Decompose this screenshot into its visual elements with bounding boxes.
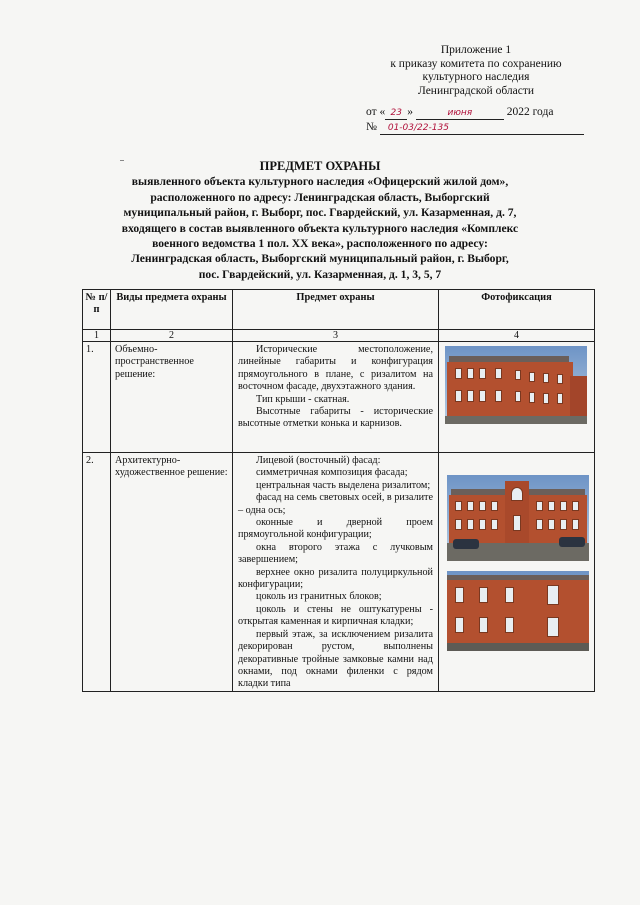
text-item: Высотные габариты - исторические высотные отметки конька и карнизов.: [238, 406, 433, 430]
row-number: 1.: [83, 342, 111, 453]
text-item: первый этаж, за исключением ризалита декорирован рустом, выполнены декоративные тройные замковые камни над окнами, под окнами филенки с рядом кладки типа: [238, 628, 433, 690]
building-photo-2: [447, 475, 589, 561]
text-item: окна второго этажа с лучковым завершением;: [238, 541, 433, 566]
text-item: Исторические местоположение, линейные габариты и конфигурация прямоугольного в плане, с ризалитом на восточном фасаде, двухэтажного здания.: [238, 344, 433, 393]
column-number: 2: [111, 330, 233, 342]
date-prefix: от «: [366, 106, 386, 118]
row-photo-cell: [439, 453, 595, 692]
text-item: фасад на семь световых осей, в ризалите – одна ось;: [238, 492, 433, 516]
header-type: Виды предмета охраны: [111, 290, 233, 330]
date-day: 23: [385, 108, 407, 120]
date-year: 2022 года: [506, 106, 554, 118]
column-number: 4: [439, 330, 595, 342]
title-line: выявленного объекта культурного наследия «Офицерский жилой дом»,: [131, 175, 509, 189]
header-photo: Фотофиксация: [439, 290, 595, 330]
column-number-row: [83, 330, 595, 342]
text-item: цоколь из гранитных блоков;: [256, 591, 382, 603]
title-line: Ленинградская область, Выборгский муниципальный район, г. Выборг,: [131, 252, 509, 266]
header-number: № п/п: [83, 290, 111, 330]
building-photo-1: [445, 346, 587, 424]
header-subject: Предмет охраны: [233, 290, 439, 330]
order-number: 01-03/22-135: [380, 123, 584, 135]
text-item: центральная часть выделена ризалитом;: [256, 479, 431, 491]
number-prefix: №: [366, 121, 377, 133]
text-item: цоколь и стены не оштукатурены - открытая каменная и кирпичная кладки;: [238, 603, 433, 628]
annex-line-4: Ленинградской области: [417, 84, 535, 97]
protection-table: [82, 289, 595, 692]
text-item: симметричная композиция фасада;: [256, 467, 408, 479]
document-title: [90, 159, 550, 282]
annex-line-3: культурного наследия: [422, 71, 530, 83]
row-text: [233, 453, 439, 692]
title-line: расположенного по адресу: Ленинградская область, Выборгский: [150, 190, 490, 204]
order-date-line: [366, 106, 596, 120]
title-line: входящего в состав выявленного объекта культурного наследия «Комплекс: [121, 221, 519, 235]
table-header-row: [83, 290, 595, 330]
text-item: Тип крыши - скатная.: [256, 393, 350, 405]
annex-line-2: к приказу комитета по сохранению: [390, 57, 562, 70]
text-item: верхнее окно ризалита полуциркульной конфигурации;: [238, 566, 433, 591]
column-number: 3: [233, 330, 439, 342]
date-month: июня: [416, 108, 504, 120]
text-item: оконные и дверной проем прямоугольной конфигурации;: [238, 517, 433, 541]
title-line: муниципальный район, г. Выборг, пос. Гвардейский, ул. Казарменная, д. 7,: [123, 206, 517, 220]
row-type: Объемно-пространственное решение:: [111, 342, 233, 453]
title-line: военного ведомства 1 пол. XX века», расположенного по адресу:: [152, 237, 488, 251]
text-item: Лицевой (восточный) фасад:: [256, 455, 381, 466]
annex-header: [356, 44, 596, 98]
date-mid: »: [407, 106, 413, 118]
title-line: пос. Гвардейский, ул. Казарменная, д. 1, 3, 5, 7: [198, 267, 442, 281]
table-row: [83, 453, 595, 692]
column-number: 1: [83, 330, 111, 342]
annex-line-1: Приложение 1: [440, 44, 512, 56]
building-photo-3: [447, 571, 589, 651]
row-text: [233, 342, 439, 453]
title-main: ПРЕДМЕТ ОХРАНЫ: [259, 159, 381, 173]
order-number-line: [366, 121, 596, 135]
row-type: Архитектурно-художественное решение:: [111, 453, 233, 692]
row-photo-cell: [439, 342, 595, 453]
table-row: [83, 342, 595, 453]
row-number: 2.: [83, 453, 111, 692]
